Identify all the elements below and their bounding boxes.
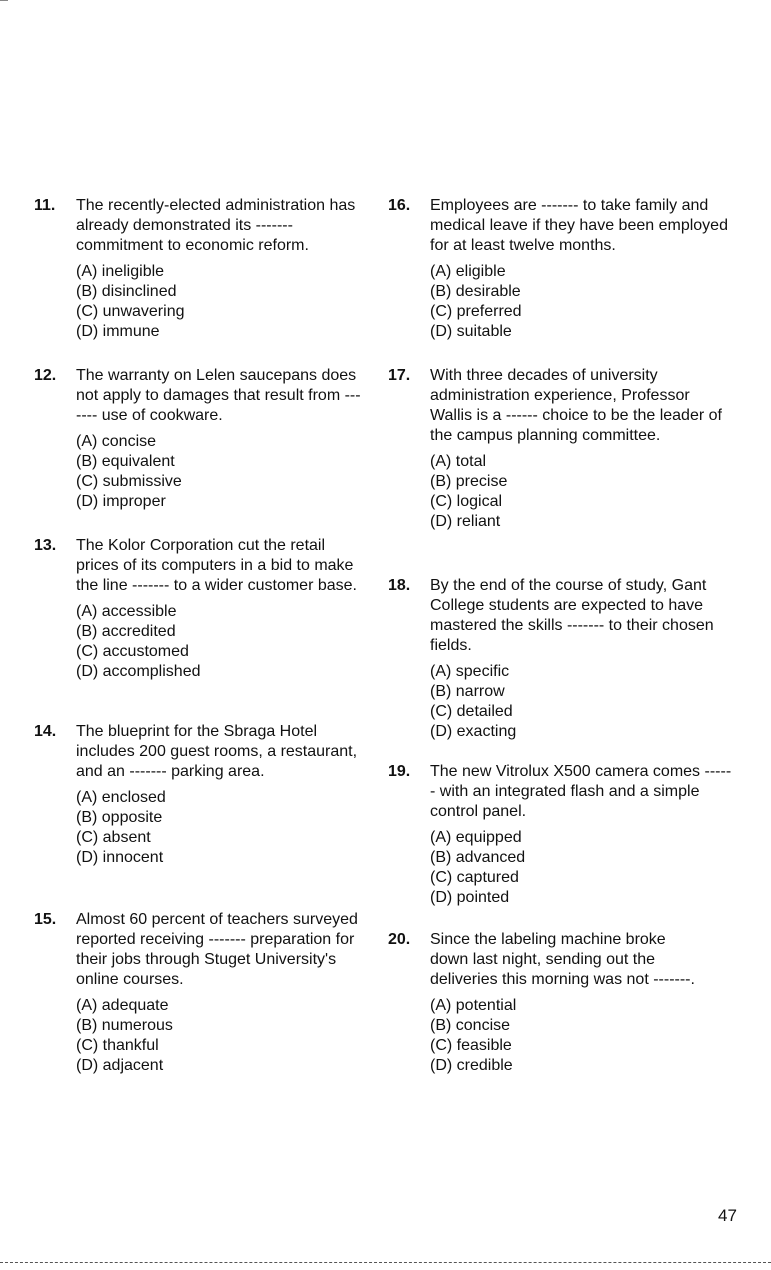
option-b: (B) accredited xyxy=(76,623,176,640)
option-d: (D) improper xyxy=(76,493,166,510)
scan-mark xyxy=(0,0,8,1)
page-bottom-rule xyxy=(0,1262,771,1263)
question-17 xyxy=(388,366,771,532)
answer-options xyxy=(430,262,771,342)
option-d: (D) immune xyxy=(76,323,160,340)
option-a: (A) eligible xyxy=(430,263,506,280)
answer-options xyxy=(76,996,406,1076)
option-c: (C) submissive xyxy=(76,473,182,490)
question-stem: The blueprint for the Sbraga Hotel includes 200 guest rooms, a restaurant, and an ------- parking area. xyxy=(76,723,358,780)
option-c: (C) logical xyxy=(430,493,503,510)
question-15 xyxy=(34,910,406,1076)
option-a: (A) adequate xyxy=(76,997,169,1014)
option-d: (D) innocent xyxy=(76,849,164,866)
question-20 xyxy=(388,930,771,1076)
question-19 xyxy=(388,762,771,908)
option-c: (C) accustomed xyxy=(76,643,189,660)
option-d: (D) adjacent xyxy=(76,1057,164,1074)
question-stem: The Kolor Corporation cut the retail prices of its computers in a bid to make the line ------- to a wider customer base. xyxy=(76,537,357,594)
option-c: (C) absent xyxy=(76,829,151,846)
option-d: (D) exacting xyxy=(430,723,517,740)
question-number: 17. xyxy=(388,367,411,384)
question-number: 19. xyxy=(388,763,411,780)
question-number: 11. xyxy=(34,197,56,214)
option-b: (B) precise xyxy=(430,473,508,490)
option-d: (D) suitable xyxy=(430,323,512,340)
page-number: 47 xyxy=(718,1206,737,1225)
option-c: (C) unwavering xyxy=(76,303,185,320)
option-a: (A) concise xyxy=(76,433,157,450)
option-b: (B) advanced xyxy=(430,849,526,866)
question-stem: The new Vitrolux X500 camera comes ------ with an integrated flash and a simple control panel. xyxy=(430,763,732,820)
option-b: (B) narrow xyxy=(430,683,505,700)
option-d: (D) accomplished xyxy=(76,663,201,680)
answer-options xyxy=(430,452,771,532)
answer-options xyxy=(430,996,771,1076)
question-number: 16. xyxy=(388,197,411,214)
option-b: (B) concise xyxy=(430,1017,511,1034)
question-stem: The recently-elected administration has already demonstrated its ------- commitment to economic reform. xyxy=(76,197,356,254)
option-d: (D) credible xyxy=(430,1057,513,1074)
answer-options xyxy=(430,828,771,908)
question-stem: By the end of the course of study, Gant College students are expected to have mastered the skills ------- to their chosen fields. xyxy=(430,577,714,654)
question-number: 15. xyxy=(34,911,57,928)
question-number: 20. xyxy=(388,931,411,948)
question-12 xyxy=(34,366,406,512)
option-d: (D) reliant xyxy=(430,513,501,530)
answer-options xyxy=(430,662,771,742)
option-b: (B) equivalent xyxy=(76,453,175,470)
question-stem: Since the labeling machine broke down last night, sending out the deliveries this morning was not -------. xyxy=(430,931,695,988)
question-16 xyxy=(388,196,771,342)
option-a: (A) enclosed xyxy=(76,789,166,806)
question-18 xyxy=(388,576,771,742)
option-c: (C) thankful xyxy=(76,1037,159,1054)
option-d: (D) pointed xyxy=(430,889,510,906)
option-c: (C) captured xyxy=(430,869,519,886)
question-stem: The warranty on Lelen saucepans does not apply to damages that result from ------- use of cookware. xyxy=(76,367,361,424)
question-number: 12. xyxy=(34,367,57,384)
answer-options xyxy=(76,788,406,868)
option-b: (B) desirable xyxy=(430,283,521,300)
question-11 xyxy=(34,196,406,342)
option-b: (B) disinclined xyxy=(76,283,177,300)
option-c: (C) preferred xyxy=(430,303,522,320)
option-a: (A) potential xyxy=(430,997,517,1014)
option-a: (A) specific xyxy=(430,663,510,680)
option-c: (C) feasible xyxy=(430,1037,512,1054)
question-stem: With three decades of university administration experience, Professor Wallis is a ------ choice to be the leader of the campus planning committee. xyxy=(430,367,722,444)
question-stem: Employees are ------- to take family and medical leave if they have been employed for at least twelve months. xyxy=(430,197,728,254)
question-number: 18. xyxy=(388,577,411,594)
question-number: 13. xyxy=(34,537,57,554)
question-number: 14. xyxy=(34,723,57,740)
option-a: (A) accessible xyxy=(76,603,177,620)
answer-options xyxy=(76,262,406,342)
option-b: (B) numerous xyxy=(76,1017,173,1034)
option-a: (A) ineligible xyxy=(76,263,165,280)
option-a: (A) equipped xyxy=(430,829,522,846)
option-b: (B) opposite xyxy=(76,809,163,826)
option-c: (C) detailed xyxy=(430,703,513,720)
question-13 xyxy=(34,536,406,682)
answer-options xyxy=(76,602,406,682)
question-stem: Almost 60 percent of teachers surveyed reported receiving ------- preparation for their jobs through Stuget University's online courses. xyxy=(76,911,358,988)
question-14 xyxy=(34,722,406,868)
option-a: (A) total xyxy=(430,453,487,470)
answer-options xyxy=(76,432,406,512)
